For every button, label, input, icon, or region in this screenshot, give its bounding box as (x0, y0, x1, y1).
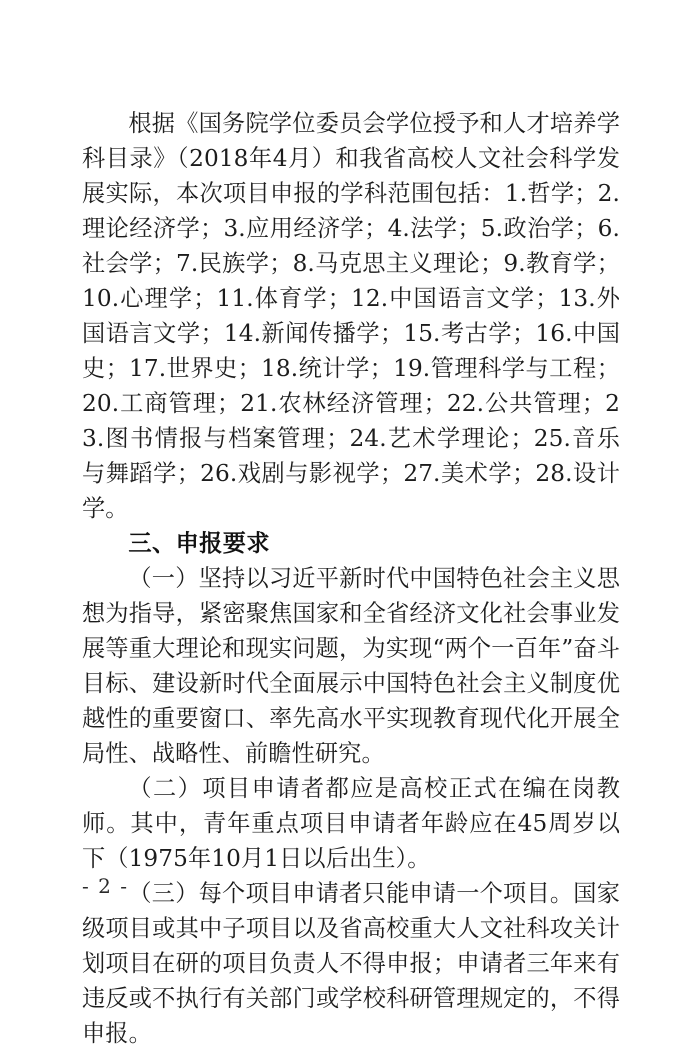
document-text-column (82, 106, 620, 1051)
paragraph-requirement-two: （二）项目申请者都应是高校正式在编在岗教师。其中，青年重点项目申请者年龄应在45周岁以下（1975年10月1日以后出生）。 (82, 775, 620, 872)
paragraph-discipline-scope: 根据《国务院学位委员会学位授予和人才培养学科目录》（2018年4月）和我省高校人文社会科学发展实际，本次项目申报的学科范围包括：1.哲学；2.理论经济学；3.应用经济学；4.法学；5.政治学；6.社会学；7.民族学；8.马克思主义理论；9.教育学；10.心理学；11.体育学；12.中国语言文学；13.外国语言文学；14.新闻传播学；15.考古学；16.中国史；17.世界史；18.统计学；19.管理科学与工程；20.工商管理；21.农林经济管理；22.公共管理；23.图书情报与档案管理；24.艺术学理论；25.音乐与舞蹈学；26.戏剧与影视学；27.美术学；28.设计学。 (82, 110, 620, 522)
section-heading-application-requirements: 三、申报要求 (128, 530, 270, 557)
paragraph-requirement-one: （一）坚持以习近平新时代中国特色社会主义思想为指导，紧密聚焦国家和全省经济文化社会事业发展等重大理论和现实问题，为实现“两个一百年”奋斗目标、建设新时代全面展示中国特色社会主义制度优越性的重要窗口、率先高水平实现教育现代化开展全局性、战略性、前瞻性研究。 (82, 565, 620, 767)
page-number-footer: - 2 - (82, 874, 129, 898)
paragraph-requirement-three: （三）每个项目申请者只能申请一个项目。国家级项目或其中子项目以及省高校重大人文社科攻关计划项目在研的项目负责人不得申报；申请者三年来有违反或不执行有关部门或学校科研管理规定的，不得申报。 (82, 880, 620, 1047)
